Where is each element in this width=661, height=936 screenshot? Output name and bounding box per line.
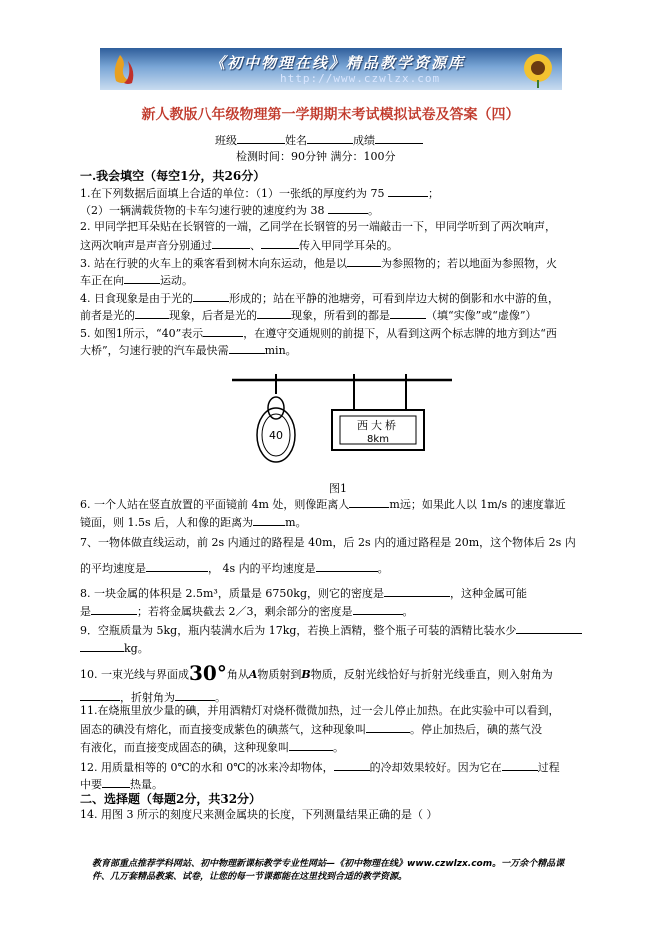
- question-text: 有液化，而直接变成固态的碘，这种现象叫: [80, 741, 289, 754]
- answer-blank: [229, 342, 265, 354]
- question-text: ，这种金属可能: [450, 587, 528, 600]
- question-line: [80, 585, 527, 601]
- question-text: 为参照物的；若以地面为参照物，火: [381, 257, 557, 270]
- speed-sign-text: 40: [269, 429, 283, 442]
- question-text: 现象，所看到的都是: [291, 309, 390, 322]
- question-text: 9．空瓶质量为 5kg，瓶内装满水后为 17kg，若换上酒精，整个瓶子可装的酒精比装水少: [80, 624, 517, 637]
- question-text: 5. 如图1所示，“40”表示: [80, 327, 204, 340]
- question-text: 这两次响声是声音分别通过: [80, 239, 212, 252]
- question-text: 前者是光的: [80, 309, 135, 322]
- question-line: [80, 496, 566, 512]
- question-text: 。: [402, 605, 414, 618]
- answer-blank: [80, 689, 120, 701]
- question-text: min。: [264, 344, 297, 357]
- answer-blank: [334, 759, 370, 771]
- answer-blank: [203, 325, 243, 337]
- q10-text-e: ，折射角为: [120, 691, 175, 704]
- question-text: kg。: [124, 642, 149, 655]
- q10-line1: [80, 663, 553, 685]
- document-title: 新人教版八年级物理第一学期期末考试模拟试卷及答案（四）: [141, 107, 520, 123]
- score-blank: [375, 132, 423, 144]
- q10-material-b: B: [301, 668, 311, 681]
- answer-blank: [135, 307, 169, 319]
- answer-blank: [347, 255, 381, 267]
- distance-text: 8km: [367, 434, 389, 445]
- q10-text-c: 物质射到: [257, 668, 302, 681]
- answer-blank: [102, 776, 130, 788]
- banner-title: 《初中物理在线》精品教学资源库: [210, 54, 466, 72]
- question-text: 大桥”，匀速行驶的汽车最快需: [80, 344, 229, 357]
- question-text: 热量。: [130, 778, 163, 791]
- question-text: m远；如果此人以 1m/s 的速度靠近: [389, 498, 566, 511]
- question-text: 。: [377, 562, 389, 575]
- question-line: [80, 237, 398, 253]
- score-label: 成绩: [353, 134, 375, 147]
- question-text: 。: [333, 741, 344, 754]
- answer-blank: [212, 237, 250, 249]
- question-text: 运动。: [160, 274, 193, 287]
- question-line: [80, 514, 307, 530]
- answer-blank: [261, 237, 299, 249]
- answer-blank: [384, 585, 450, 597]
- question-line: [80, 325, 557, 341]
- question-text: 4. 日食现象是由于光的: [80, 292, 193, 305]
- answer-blank: [289, 739, 333, 751]
- question-line: [80, 185, 439, 201]
- question-text: （填“实像”或“虚像”）: [426, 309, 537, 322]
- question-text: 。停止加热后，碘的蒸气没: [410, 723, 542, 736]
- site-logo-icon: [106, 51, 142, 87]
- question-line: [80, 307, 537, 323]
- name-label: 姓名: [285, 134, 307, 147]
- q10-angle: 30°: [189, 661, 227, 685]
- answer-blank: [257, 307, 291, 319]
- answer-blank: [253, 514, 285, 526]
- question-text: （2）一辆满载货物的卡车匀速行驶的速度约为 38: [80, 204, 328, 217]
- question-text: ；若将金属块截去 2／3，剩余部分的密度是: [137, 605, 353, 618]
- answer-blank: [366, 721, 410, 733]
- question-text: 是: [80, 605, 91, 618]
- question-text: 1.在下列数据后面填上合适的单位：（1）一张纸的厚度约为 75: [80, 187, 388, 200]
- answer-blank: [80, 640, 124, 652]
- question-text: ；: [427, 187, 439, 200]
- time-line: 检测时间：90分钟 满分：100分: [236, 150, 396, 163]
- q14-text: 14. 用图 3 所示的刻度尺来测金属块的长度，下列测量结果正确的是（ ）: [80, 808, 438, 821]
- banner-url[interactable]: http://www.czwlzx.com: [280, 72, 441, 85]
- question-line: [80, 255, 557, 271]
- question-text: 的平均速度是: [80, 562, 146, 575]
- question-line: [80, 342, 297, 358]
- question-text: ， 4s 内的平均速度是: [208, 562, 316, 575]
- question-text: 8. 一块金属的体积是 2.5m³，质量是 6750kg，则它的密度是: [80, 587, 385, 600]
- class-blank: [237, 132, 285, 144]
- question-line: [80, 290, 559, 306]
- bridge-name-text: 西大桥: [357, 419, 399, 432]
- question-line: [80, 202, 379, 218]
- answer-blank: [124, 272, 160, 284]
- question-line: [80, 220, 556, 234]
- answer-blank: [175, 689, 215, 701]
- answer-blank: [91, 603, 137, 615]
- q10-text-d: 物质，反射光线恰好与折射光线垂直，则入射角为: [310, 668, 553, 681]
- question-text: 车正在向: [80, 274, 124, 287]
- question-text: 、: [250, 239, 261, 252]
- answer-blank: [316, 560, 378, 572]
- question-text: 传入甲同学耳朵的。: [299, 239, 398, 252]
- answer-blank: [502, 759, 538, 771]
- student-info-line: [215, 132, 423, 148]
- answer-blank: [193, 290, 229, 302]
- question-line: [80, 272, 193, 288]
- question-line: [80, 721, 542, 737]
- figure-1: [232, 370, 452, 478]
- question-text: 3. 站在行驶的火车上的乘客看到树木向东运动，他是以: [80, 257, 347, 270]
- question-text: 7、一物体做直线运动，前 2s 内通过的路程是 40m，后 2s 内的通过路程是 20m，这个物体后 2s 内: [80, 536, 576, 549]
- question-line: [80, 704, 560, 718]
- answer-blank: [516, 622, 582, 634]
- question-text: 过程: [537, 761, 560, 774]
- question-line: [80, 560, 389, 576]
- q10-text-f: 。: [215, 691, 226, 704]
- answer-blank: [146, 560, 208, 572]
- section2-heading: 二、选择题（每题2分，共32分）: [80, 792, 262, 806]
- question-text: 现象，后者是光的: [169, 309, 257, 322]
- question-text: 6. 一个人站在竖直放置的平面镜前 4m 处，则像距离人: [80, 498, 350, 511]
- question-text: 。: [368, 204, 379, 217]
- q10-text-b: 角从: [226, 668, 249, 681]
- footer-note: 教育部重点推荐学科网站、初中物理新课标教学专业性网站—《初中物理在线》www.czwlzx.com。一万余个精品课件、几万套精品教案、试卷，让您的每一节课都能在这里找到合适的教学资源。: [92, 859, 565, 882]
- answer-blank: [349, 496, 389, 508]
- q10-line2: [80, 689, 226, 705]
- question-text: 固态的碘没有熔化，而直接变成紫色的碘蒸气，这种现象叫: [80, 723, 366, 736]
- answer-blank: [388, 185, 428, 197]
- question-line: [80, 622, 582, 638]
- question-text: 2. 甲同学把耳朵贴在长钢管的一端，乙同学在长钢管的另一端敲击一下，甲同学听到了两次响声，: [80, 220, 556, 233]
- answer-blank: [390, 307, 426, 319]
- class-label: 班级: [215, 134, 237, 147]
- question-text: ，在遵守交通规则的前提下，从看到这两个标志牌的地方到达“西: [243, 327, 557, 340]
- question-text: 镜面，则 1.5s 后，人和像的距离为: [80, 516, 254, 529]
- header-banner: [100, 48, 562, 90]
- sunflower-icon: [520, 50, 556, 88]
- answer-blank: [328, 202, 368, 214]
- question-text: 12. 用质量相等的 0℃的水和 0℃的冰来冷却物体，: [80, 761, 334, 774]
- question-line: [80, 739, 344, 755]
- question-text: m。: [285, 516, 307, 529]
- question-line: [80, 536, 576, 550]
- question-text: 形成的；站在平静的池塘旁，可看到岸边大树的倒影和水中游的鱼，: [229, 292, 559, 305]
- question-line: [80, 603, 414, 619]
- figure-caption: 图1: [329, 482, 347, 495]
- answer-blank: [353, 603, 403, 615]
- question-line: [80, 759, 560, 775]
- question-line: [80, 640, 149, 656]
- question-text: 11.在烧瓶里放少量的碘，并用酒精灯对烧杯微微加热，过一会儿停止加热。在此实验中可以看到，: [80, 704, 560, 717]
- question-text: 的冷却效果较好。因为它在: [369, 761, 502, 774]
- name-blank: [307, 132, 353, 144]
- q10-text-a: 10. 一束光线与界面成: [80, 668, 189, 681]
- question-text: 中要: [80, 778, 102, 791]
- section1-heading: 一.我会填空（每空1分，共26分）: [80, 169, 266, 183]
- q10-material-a: A: [248, 668, 258, 681]
